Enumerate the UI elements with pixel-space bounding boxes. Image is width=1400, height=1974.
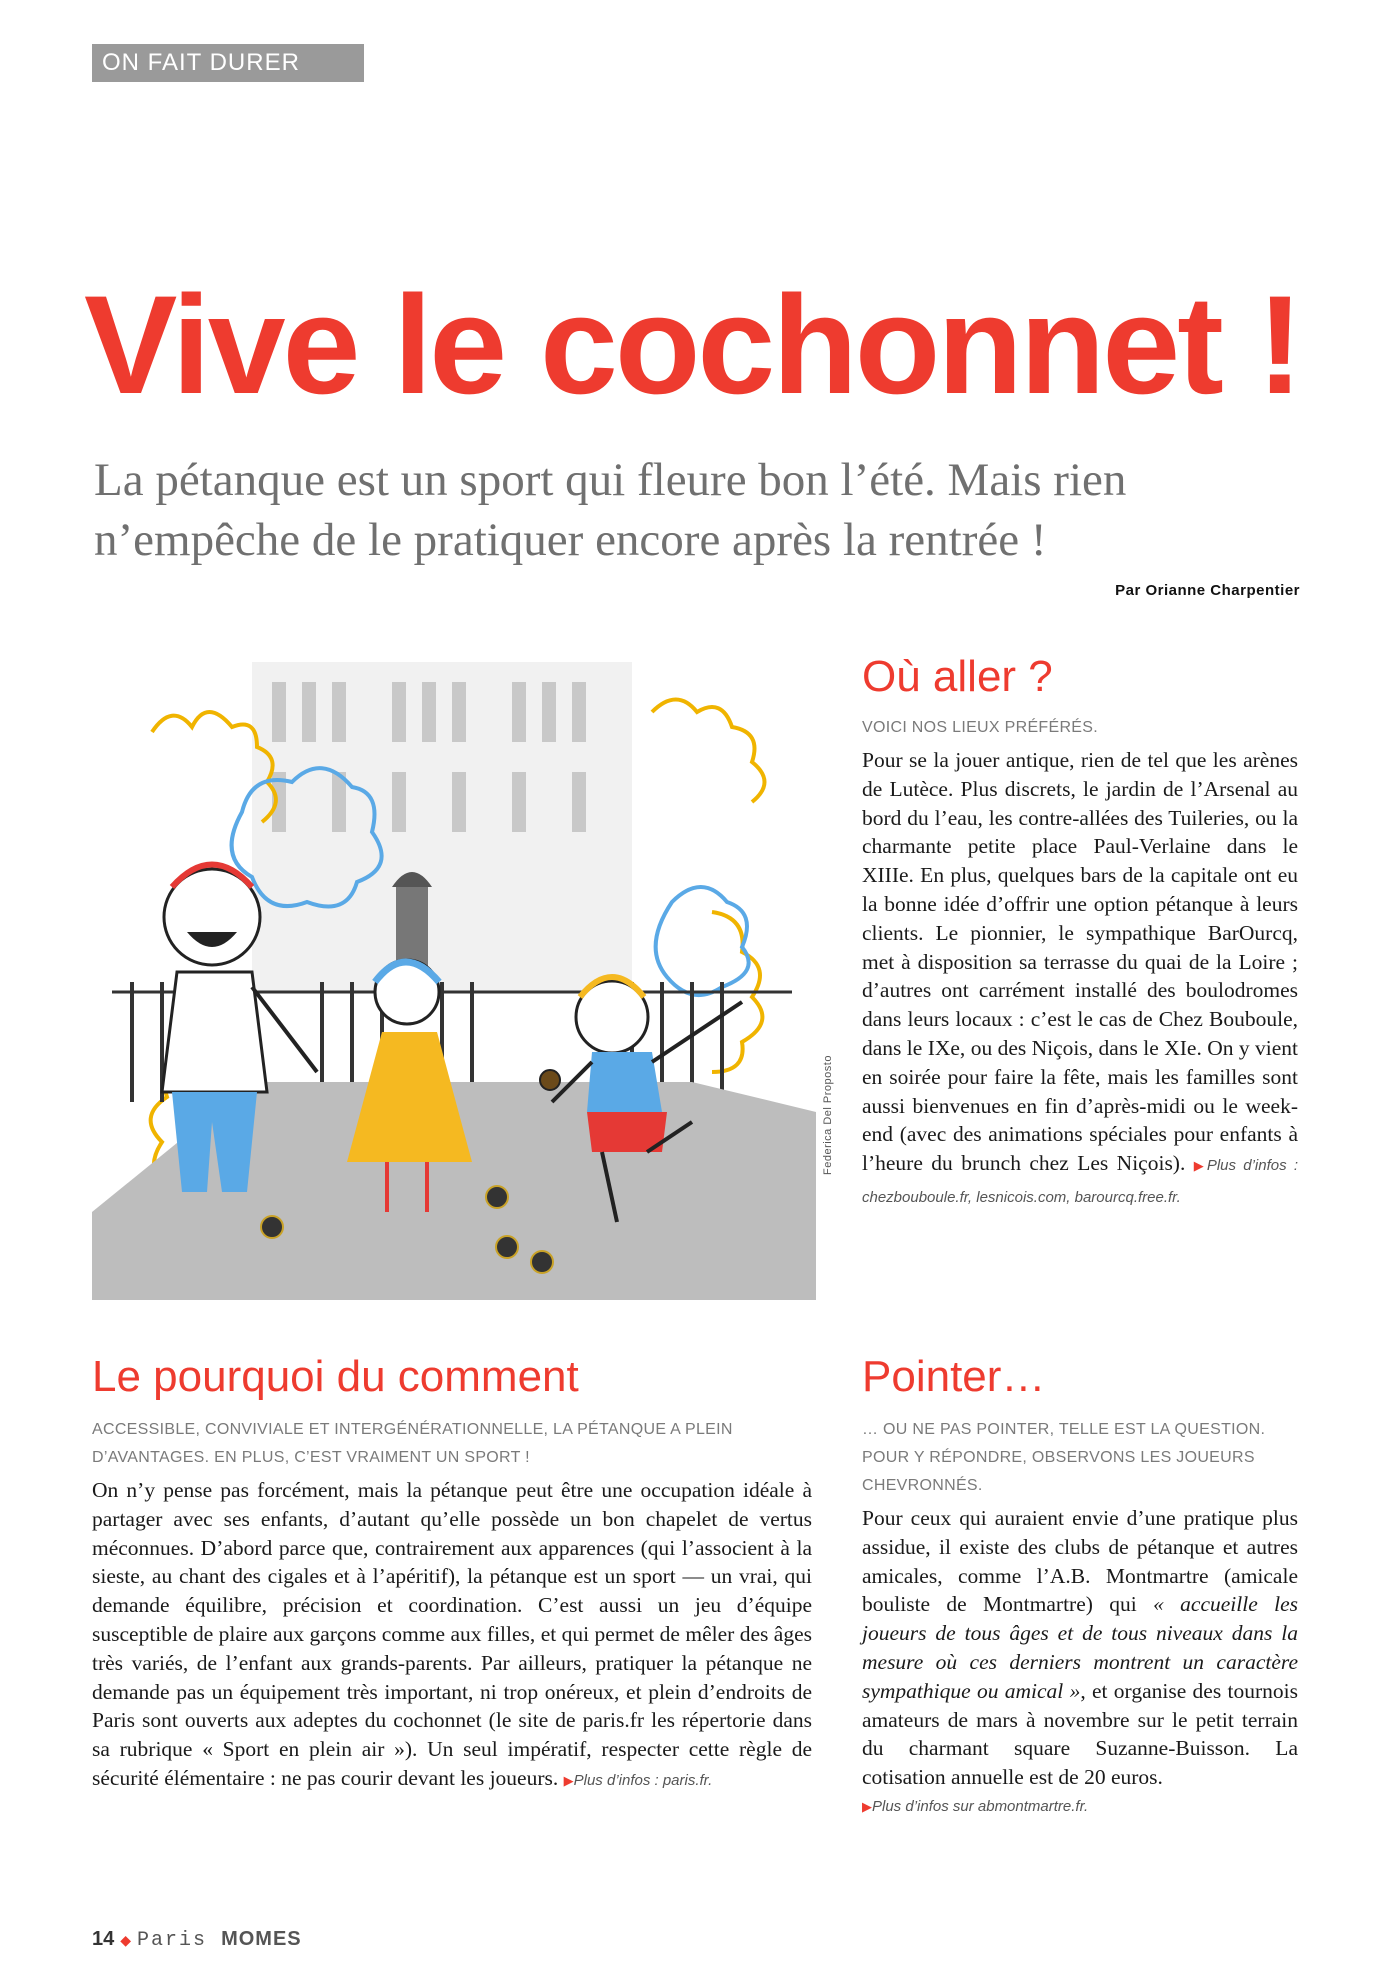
section-heading-pointer: Pointer… — [862, 1352, 1046, 1401]
lede-line-1: La pétanque est un sport qui fleure bon l’été. Mais rien — [94, 454, 1127, 506]
body-text: Pour se la jouer antique, rien de tel que les arènes de Lutèce. Plus discrets, le jardin de l’Arsenal au bord du l’eau, les contre-allées des Tuileries, ou la charmante petite place Paul-Verlaine dans le XIIIe. En plus, quelques bars de la capitale ont eu la bonne idée d’offrir une option pétanque à leurs clients. Le pionnier, le sympathique BarOurcq, met à disposition sa terrasse du quai de la Loire ; d’autres ont carrément installé des boulodromes dans leurs locaux : c’est le cas de Chez Bouboule, dans le IXe, ou des Niçois, dans le XIe. On y vient en soirée pour faire la fête, mais les familles sont aussi bienvenues en fin d’après-midi ou le week-end (avec des animations spéciales pour enfants à l’heure du brunch chez Les Niçois). — [862, 748, 1298, 1176]
more-info-text: Plus d’infos : paris.fr. — [573, 1771, 713, 1789]
body-quote: « accueille les joueurs de tous âges et de tous niveaux dans la mesure où ces derniers montrent un caractère sympathique ou amical » — [862, 1592, 1298, 1703]
more-info-text: Plus d’infos : chezbouboule.fr, lesnicois.com, barourcq.free.fr. — [862, 1157, 1299, 1206]
article-lede — [94, 450, 1324, 570]
section-pourquoi — [92, 1350, 812, 1796]
body-text: On n’y pense pas forcément, mais la pétanque peut être une occupation idéale à partager avec ses enfants, d’autant qu’elle possède un bon chapelet de vertus méconnues. D’abord parce que, contrairement aux apparences (qui l’associent à la sieste, au chant des cigales et à l’apéritif), la pétanque est un sport — un vrai, qui demande équilibre, précision et coordination. C’est aussi un jeu d’équipe susceptible de plaire aux garçons comme aux filles, et qui permet de mêler des âges très variés, de l’enfant aux grands-parents. Par ailleurs, pratiquer la pétanque ne demande pas un équipement très important, ni trop onéreux, et plein d’endroits de Paris sont ouverts aux adeptes du cochonnet (le site de paris.fr les répertorie dans sa rubrique « Sport en plein air »). Un seul impératif, respecter cette règle de sécurité élémentaire : ne pas courir devant les joueurs. — [92, 1478, 812, 1790]
byline: Par Orianne Charpentier — [1115, 582, 1300, 599]
illustration-credit: Federica Del Proposto — [822, 1055, 834, 1175]
section-tag: ON FAIT DURER L’ÉTÉ — [92, 44, 364, 82]
body-text-outro: , et organise des tournois amateurs de mars à novembre sur le petit terrain du charmant square Suzanne-Buisson. La cotisation annuelle est de 20 euros. — [862, 1678, 1298, 1790]
section-body-pointer — [862, 1504, 1298, 1792]
section-heading-ou-aller: Où aller ? — [862, 652, 1053, 701]
section-body-ou-aller — [862, 746, 1298, 1213]
triangle-icon: ▶ — [1193, 1158, 1207, 1174]
more-info-link[interactable] — [862, 1798, 1298, 1815]
section-pointer — [862, 1350, 1298, 1815]
triangle-icon: ▶ — [563, 1772, 574, 1788]
magazine-word-2: MOMES — [221, 1928, 302, 1950]
section-kicker-ou-aller: VOICI NOS LIEUX PRÉFÉRÉS. — [862, 719, 1098, 736]
diamond-icon: ◆ — [120, 1932, 132, 1948]
lede-line-2: n’empêche de le pratiquer encore après la rentrée ! — [94, 514, 1047, 566]
more-info-text: Plus d’infos sur abmontmartre.fr. — [872, 1797, 1089, 1815]
triangle-icon: ▶ — [862, 1798, 872, 1814]
magazine-word-1: Paris — [137, 1929, 208, 1952]
body-text-intro: Pour ceux qui auraient envie d’une pratique plus assidue, il existe des clubs de pétanque et autres amicales, comme l’A.B. Montmartre (amicale bouliste de Montmartre) qui — [862, 1506, 1298, 1617]
section-kicker-pointer: … OU NE PAS POINTER, TELLE EST LA QUESTION. POUR Y RÉPONDRE, OBSERVONS LES JOUEURS CHEVRONNÉS. — [862, 1421, 1266, 1494]
page-number: 14 — [92, 1928, 115, 1950]
article-title: Vive le cochonnet ! — [84, 266, 1301, 423]
more-info-link[interactable] — [564, 1772, 713, 1789]
section-kicker-pourquoi: ACCESSIBLE, CONVIVIALE ET INTERGÉNÉRATIONNELLE, LA PÉTANQUE A PLEIN D’AVANTAGES. EN PLUS, C’EST VRAIMENT UN SPORT ! — [92, 1421, 733, 1466]
section-body-pourquoi — [92, 1476, 812, 1796]
magazine-name — [137, 1929, 302, 1952]
page-footer — [92, 1928, 302, 1952]
petanque-illustration — [92, 652, 816, 1300]
section-heading-pourquoi: Le pourquoi du comment — [92, 1352, 579, 1401]
section-ou-aller — [862, 650, 1298, 1213]
